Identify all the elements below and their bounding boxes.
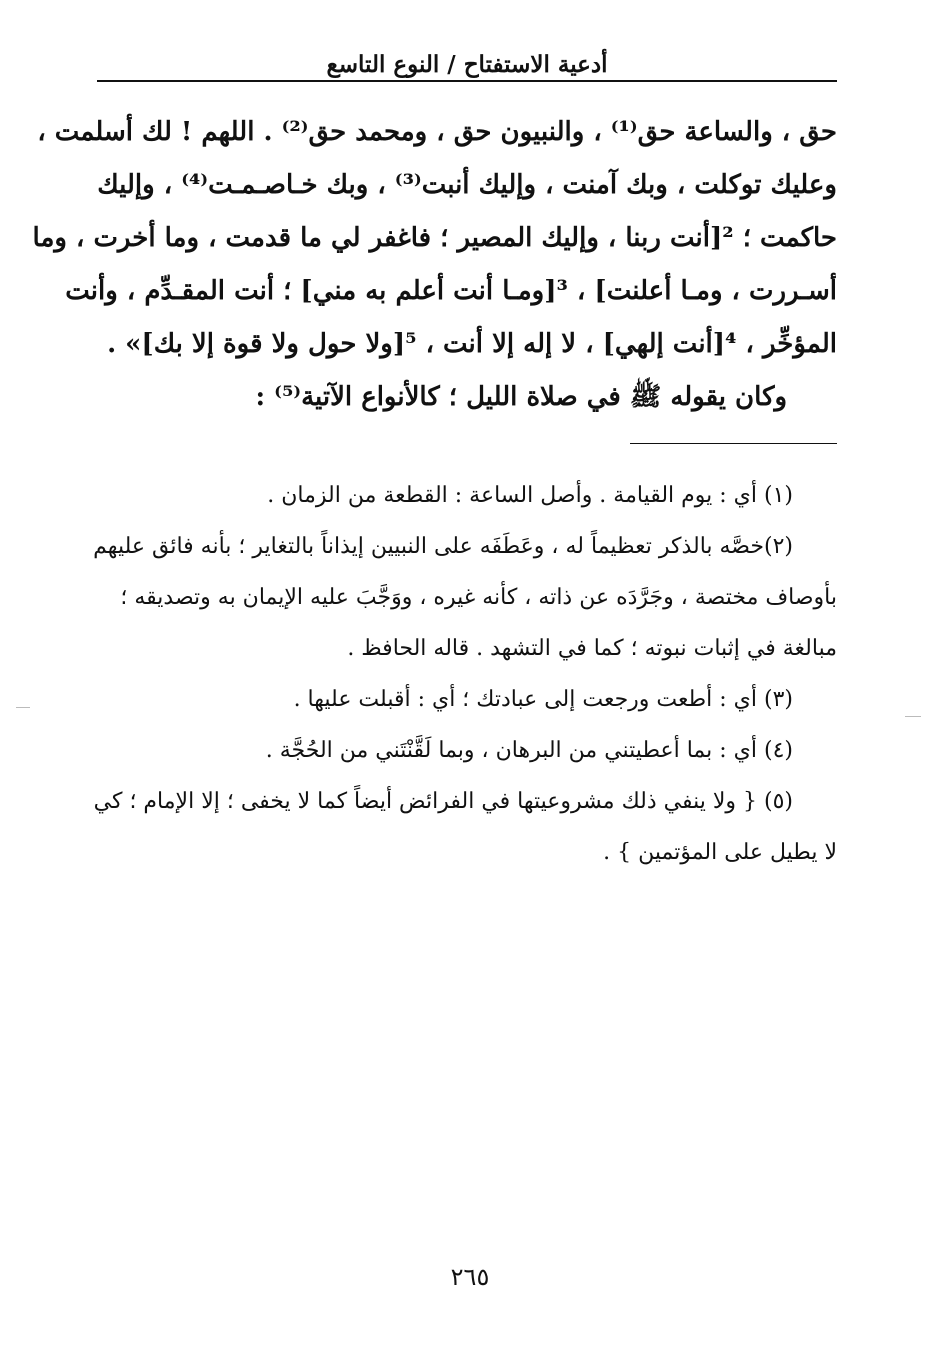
header-rule — [97, 80, 837, 82]
main-line: حاكمت ؛ ²[أنت ربنا ، وإليك المصير ؛ فاغفر لي ما قدمت ، وما أخرت ، وما — [32, 223, 837, 253]
footnote-line: لا يطيل على المؤتمين } . — [603, 840, 837, 865]
footnotes — [93, 470, 837, 878]
main-text — [32, 106, 837, 424]
footnote-line: بأوصاف مختصة ، وجَرَّدَه عن ذاته ، كأنه غيره ، ووَجَّبَ عليه الإيمان به وتصديقه ؛ — [120, 585, 837, 610]
footnote-line: (٥) { ولا ينفي ذلك مشروعيتها في الفرائض أيضاً كما لا يخفى ؛ إلا الإمام ؛ كي — [93, 789, 793, 814]
main-line: المؤخِّر ، ⁴[أنت إلهي] ، لا إله إلا أنت ، ⁵[ولا حول ولا قوة إلا بك]» . — [107, 329, 837, 359]
page-number: ٢٦٥ — [450, 1263, 490, 1291]
closing-line: وكان يقوله ﷺ في صلاة الليل ؛ كالأنواع الآتية⁽⁵⁾ : — [255, 382, 787, 412]
footnote-line: (٤) أي : بما أعطيتني من البرهان ، وبما لَقَّنْتَني من الحُجَّة . — [265, 738, 793, 763]
main-line: حق ، والساعة حق⁽¹⁾ ، والنبيون حق ، ومحمد حق⁽²⁾ . اللهم ! لك أسلمت ، — [37, 117, 837, 147]
footnote-line: (١) أي : يوم القيامة . وأصل الساعة : القطعة من الزمان . — [267, 483, 793, 508]
main-line: وعليك توكلت ، وبك آمنت ، وإليك أنبت⁽³⁾ ، وبك خـاصـمـت⁽⁴⁾ ، وإليك — [97, 170, 837, 200]
margin-mark — [905, 716, 921, 717]
footnote-line: مبالغة في إثبات نبوته ؛ كما في التشهد . قاله الحافظ . — [347, 636, 837, 661]
footnote-line: (٢)خصَّه بالذكر تعظيماً له ، وعَطَفَه على النبيين إيذاناً بالتغاير ؛ بأنه فائق عليهم — [93, 534, 793, 559]
footnote-separator — [630, 443, 837, 444]
footnote-2 — [93, 521, 837, 674]
margin-mark — [16, 707, 30, 708]
footnote-5 — [93, 776, 837, 878]
main-line: أسـررت ، ومـا أعلنت] ، ³[ومـا أنت أعلم به مني] ؛ أنت المقـدِّم ، وأنت — [65, 276, 837, 306]
running-header: أدعية الاستفتاح / النوع التاسع — [326, 51, 608, 78]
footnote-3 — [97, 674, 837, 725]
footnote-1 — [97, 470, 837, 521]
footnote-line: (٣) أي : أطعت ورجعت إلى عبادتك ؛ أي : أقبلت عليها . — [293, 687, 793, 712]
footnote-4 — [97, 725, 837, 776]
